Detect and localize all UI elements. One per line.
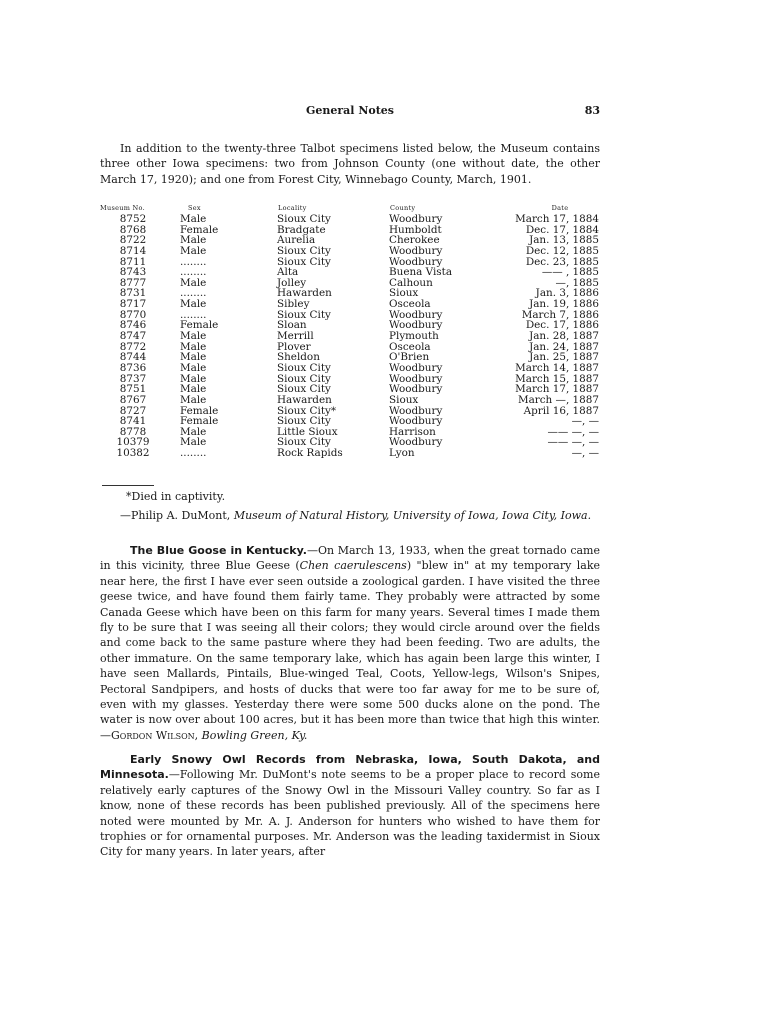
cell-locality: Hawarden [277,393,332,406]
table-row [100,395,600,406]
cell-locality: Sioux City [277,213,331,225]
cell-county: Woodbury [389,372,443,385]
cell-sex: Male [180,213,207,225]
cell-sex: Male [180,244,207,257]
cell-museum-no: 8737 [119,372,147,385]
cell-sex: Male [180,425,207,438]
table-row [100,448,600,459]
cell-locality: Merrill [277,330,314,343]
cell-sex: Male [180,351,207,364]
cell-date: Jan. 3, 1886 [535,287,599,300]
cell-sex: ........ [180,287,207,300]
cell-date: —— —, — [547,425,599,438]
cell-sex: Male [180,372,207,385]
cell-locality: Little Sioux [277,425,338,438]
cell-locality: Jolley [277,276,307,289]
cell-museum-no: 8741 [119,415,147,428]
cell-sex: Male [180,234,207,247]
cell-museum-no: 8751 [119,383,147,396]
cell-date: —— , 1885 [541,266,599,279]
article-blue-goose [100,543,600,743]
cell-museum-no: 8731 [119,287,147,300]
cell-museum-no: 8747 [119,330,147,343]
cell-county: Woodbury [389,436,443,449]
header-county: County [390,204,416,212]
cell-sex: ........ [180,255,207,268]
cell-sex: Male [180,276,207,289]
table-row [100,331,600,342]
cell-sex: Male [180,383,207,396]
cell-museum-no: 8714 [119,244,147,257]
cell-date: Jan. 13, 1885 [529,234,599,247]
cell-county: Osceola [389,340,431,353]
cell-museum-no: 10379 [116,436,150,449]
cell-museum-no: 10382 [116,447,150,460]
table-row [100,267,600,278]
table-row [100,257,600,268]
cell-county: Woodbury [389,255,443,268]
cell-locality: Plover [277,340,311,353]
cell-sex: Male [180,393,207,406]
cell-museum-no: 8717 [119,298,147,311]
table-row [100,278,600,289]
cell-sex: Female [180,415,219,428]
table-row [100,416,600,427]
cell-locality: Sioux City [277,383,331,396]
signature-line [100,508,600,523]
table-body [100,214,600,459]
running-header [100,104,600,120]
cell-county: Woodbury [389,415,443,428]
cell-date: Dec. 23, 1885 [525,255,599,268]
article-body-cont: ) "blew in" at my temporary lake near here, the first I have ever seen outside a zoological garden. I have visited the three geese twice, and have found them fairly tame. They probably were attracted by some Canada Geese which have been on this farm for many years. Several times I made them fly to be sure that I was seeing all their colors; they would circle around over the fields and come back to the same pasture where they had been feeding. Two are adults, the other immature. On the same temporary lake, which has again been large this winter, I have seen Mallards, Pintails, Blue-winged Teal, Coots, Yellow-legs, Wilson's Snipes, Pectoral Sandpipers, and hosts of ducks that were too far away for me to be sure of, even with my glasses. Yesterday there were some 500 ducks alone on the pond. The water is now over about 100 acres, but it has been more than twice that high this winter.— [100,559,600,742]
signature-name: —Philip A. DuMont, [120,509,231,522]
cell-locality: Sioux City [277,361,331,374]
cell-museum-no: 8778 [119,425,147,438]
cell-date: —— —, — [547,436,599,449]
cell-county: Humboldt [389,223,442,236]
table-row [100,427,600,438]
table-row [100,406,600,417]
cell-museum-no: 8770 [119,308,147,321]
cell-sex: Male [180,330,207,343]
cell-locality: Sioux City* [277,404,337,417]
page-number: 83 [584,104,600,117]
table-row [100,225,600,236]
cell-locality: Sioux City [277,308,331,321]
cell-museum-no: 8777 [119,276,147,289]
cell-museum-no: 8711 [119,255,147,268]
cell-county: Buena Vista [389,266,453,279]
cell-county: Calhoun [389,276,433,289]
cell-county: Woodbury [389,308,443,321]
cell-county: Sioux [389,287,419,300]
cell-sex: Male [180,361,207,374]
cell-locality: Rock Rapids [277,447,343,460]
cell-locality: Sibley [277,298,310,311]
cell-county: Woodbury [389,213,443,225]
cell-museum-no: 8736 [119,361,147,374]
cell-date: March 17, 1887 [515,383,599,396]
author-name: Gordon Wilson, [111,728,199,742]
cell-date: Jan. 24, 1887 [529,340,599,353]
table-row [100,288,600,299]
article-body: —Following Mr. DuMont's note seems to be a proper place to record some relatively early captures of the Snowy Owl in the Missouri Valley country. So far as I know, none of these records has been published previously. All of the specimens here noted were mounted by Mr. A. J. Anderson for hunters who wished to have them for trophies or for ornamental purposes. Mr. Anderson was the leading taxidermist in Sioux City for many years. In later years, after [100,768,600,859]
cell-sex: ........ [180,447,207,460]
cell-museum-no: 8722 [119,234,147,247]
cell-county: O'Brien [389,351,430,364]
cell-museum-no: 8772 [119,340,147,353]
table-row [100,246,600,257]
table-row [100,437,600,448]
cell-date: March 7, 1886 [521,308,599,321]
cell-county: Woodbury [389,361,443,374]
cell-sex: Male [180,298,207,311]
cell-date: —, 1885 [555,276,599,289]
signature-affiliation: Museum of Natural History, University of Iowa, Iowa City, Iowa. [233,509,592,522]
cell-locality: Aurelia [277,234,316,247]
cell-date: Dec. 12, 1885 [525,244,599,257]
cell-locality: Bradgate [277,223,326,236]
table-row [100,235,600,246]
cell-sex: ........ [180,266,207,279]
cell-county: Harrison [389,425,436,438]
cell-date: Jan. 28, 1887 [529,330,599,343]
table-row [100,310,600,321]
cell-date: Dec. 17, 1886 [525,319,599,332]
intro-paragraph: In addition to the twenty-three Talbot specimens listed below, the Museum contains three other Iowa specimens: two from Johnson County (one without date, the other March 17, 1920); and one from Forest City, Winnebago County, March, 1901. [100,142,600,186]
cell-county: Plymouth [389,330,439,343]
cell-locality: Hawarden [277,287,332,300]
cell-county: Woodbury [389,319,443,332]
cell-date: —, — [571,447,599,460]
species-name: Chen caerulescens [299,559,407,573]
header-sex: Sex [188,204,201,212]
header-date: Date [551,204,569,212]
cell-date: April 16, 1887 [523,404,599,417]
cell-locality: Sioux City [277,436,331,449]
cell-locality: Sioux City [277,244,331,257]
page-title: General Notes [306,104,394,117]
cell-museum-no: 8768 [119,223,147,236]
cell-museum-no: 8746 [119,319,147,332]
cell-sex: Male [180,340,207,353]
cell-county: Sioux [389,393,419,406]
cell-museum-no: 8727 [119,404,147,417]
cell-date: —, — [571,415,599,428]
header-museum-no: Museum No. [100,204,145,212]
cell-locality: Sioux City [277,372,331,385]
author-place: Bowling Green, Ky. [201,728,308,742]
cell-county: Woodbury [389,404,443,417]
table-row [100,363,600,374]
cell-county: Woodbury [389,383,443,396]
cell-county: Cherokee [389,234,440,247]
cell-date: Dec. 17, 1884 [525,223,599,236]
cell-locality: Alta [277,266,299,279]
article-title: The Blue Goose in Kentucky. [130,544,307,557]
specimen-table [100,203,600,459]
cell-locality: Sloan [277,319,307,332]
cell-date: March —, 1887 [517,393,599,406]
cell-sex: Female [180,223,219,236]
footnote: *Died in captivity. [126,490,226,503]
cell-date: March 14, 1887 [515,361,599,374]
cell-museum-no: 8744 [119,351,147,364]
cell-museum-no: 8743 [119,266,147,279]
cell-locality: Sheldon [277,351,320,364]
table-row [100,320,600,331]
cell-county: Woodbury [389,244,443,257]
cell-sex: Male [180,436,207,449]
cell-museum-no: 8767 [119,393,147,406]
cell-locality: Sioux City [277,255,331,268]
article-body: —On March 13, 1933, when the great tornado came in this vicinity, three Blue Geese ( [100,544,600,573]
cell-county: Osceola [389,298,431,311]
header-locality: Locality [278,204,307,212]
cell-county: Lyon [389,447,415,460]
cell-date: Jan. 19, 1886 [529,298,599,311]
cell-date: Jan. 25, 1887 [529,351,599,364]
cell-locality: Sioux City [277,415,331,428]
table-row [100,214,600,225]
cell-date: March 17, 1884 [515,213,599,225]
cell-sex: Female [180,404,219,417]
cell-date: March 15, 1887 [515,372,599,385]
cell-sex: Female [180,319,219,332]
article-snowy-owl [100,752,600,860]
article-title: Early Snowy Owl Records from Nebraska, Iowa, South Dakota, and Minnesota. [100,753,600,782]
cell-sex: ........ [180,308,207,321]
cell-museum-no: 8752 [119,213,147,225]
table-row [100,342,600,353]
footnote-rule [102,485,154,486]
